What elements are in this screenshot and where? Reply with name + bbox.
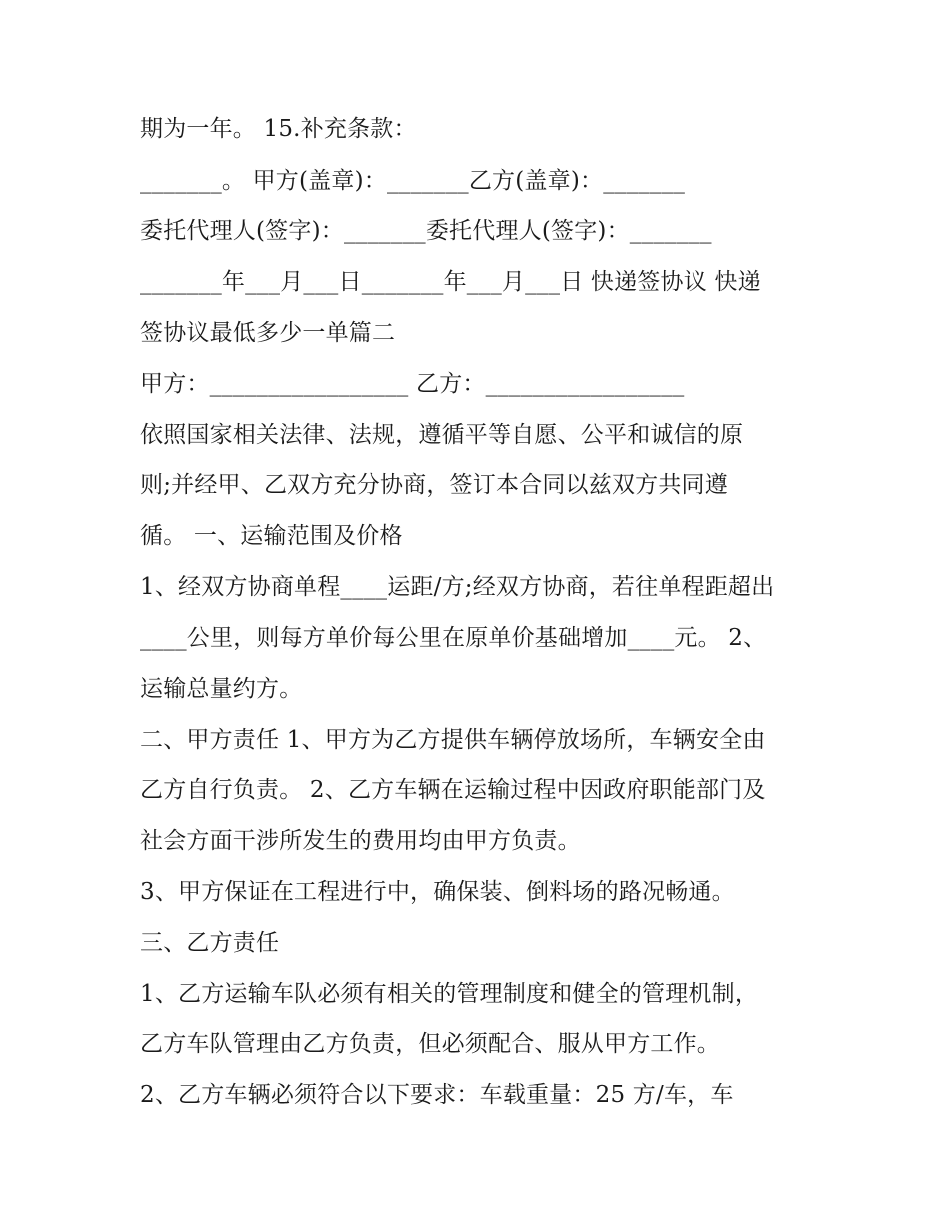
text-line: 乙方自行负责。 2、乙方车辆在运输过程中因政府职能部门及: [140, 777, 766, 803]
text-line: 签协议最低多少一单篇二: [140, 320, 396, 346]
text-line: 期为一年。 15.补充条款：: [140, 116, 417, 142]
text-line: 运输总量约方。: [140, 676, 303, 702]
text-line: 二、甲方责任 1、甲方为乙方提供车辆停放场所，车辆安全由: [140, 727, 766, 753]
text-line: 三、乙方责任: [140, 930, 280, 956]
text-line: 则;并经甲、乙双方充分协商，签订本合同以兹双方共同遵: [140, 472, 728, 498]
text-line: ____公里，则每方单价每公里在原单价基础增加____元。 2、: [140, 625, 767, 651]
text-line: _______年___月___日_______年___月___日 快递签协议 快递: [140, 269, 761, 295]
text-line: 2、乙方车辆必须符合以下要求：车载重量：25 方/车，车: [140, 1082, 734, 1108]
text-line: 甲方：_________________ 乙方：_________________: [140, 371, 685, 397]
text-line: 社会方面干涉所发生的费用均由甲方负责。: [140, 828, 581, 854]
text-line: 依照国家相关法律、法规，遵循平等自愿、公平和诚信的原: [140, 422, 744, 448]
text-line: 委托代理人(签字)：_______委托代理人(签字)：_______: [140, 218, 712, 244]
text-line: 1、乙方运输车队必须有相关的管理制度和健全的管理机制，: [140, 981, 759, 1007]
text-line: 循。 一、运输范围及价格: [140, 523, 403, 549]
text-line: _______。 甲方(盖章)：_______乙方(盖章)：_______: [140, 168, 686, 194]
text-line: 乙方车队管理由乙方负责，但必须配合、服从甲方工作。: [140, 1031, 720, 1057]
text-line: 3、甲方保证在工程进行中，确保装、倒料场的路况畅通。: [140, 879, 735, 905]
text-line: 1、经双方协商单程____运距/方;经双方协商，若往单程距超出: [140, 574, 775, 600]
